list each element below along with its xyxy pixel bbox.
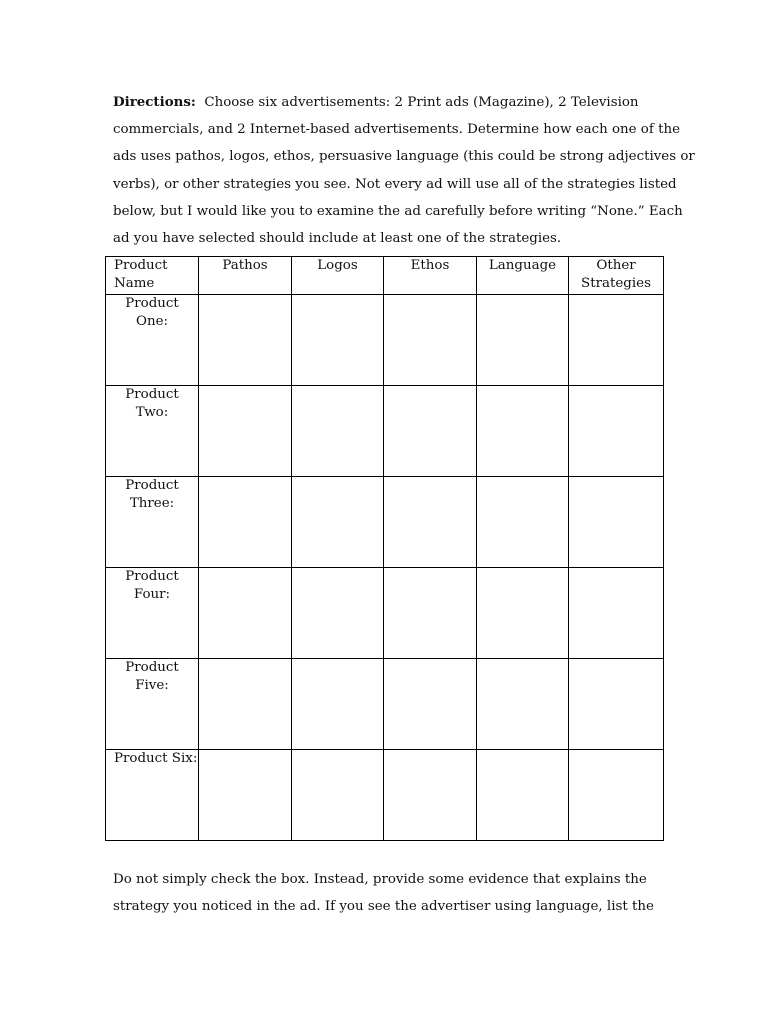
cell-other[interactable] xyxy=(569,659,664,750)
header-language xyxy=(477,257,569,295)
table-row xyxy=(106,386,664,477)
footer-paragraph xyxy=(113,866,673,920)
header-other-strategies xyxy=(569,257,664,295)
footer-line-2: strategy you noticed in the ad. If you see the advertiser using language, list the xyxy=(113,899,654,915)
row-label-line-1: Product xyxy=(125,660,179,675)
cell-language[interactable] xyxy=(477,568,569,659)
row-label-product-one xyxy=(106,295,199,386)
cell-logos[interactable] xyxy=(292,750,384,841)
row-label-line-1: Product xyxy=(125,569,179,584)
directions-paragraph xyxy=(113,89,695,252)
footer-line-1: Do not simply check the box. Instead, provide some evidence that explains the xyxy=(113,872,647,887)
directions-line-5: below, but I would like you to examine the ad carefully before writing “None.” Each xyxy=(113,203,683,219)
table-row xyxy=(106,477,664,568)
cell-ethos[interactable] xyxy=(384,295,477,386)
directions-line-6: ad you have selected should include at least one of the strategies. xyxy=(113,231,562,247)
header-pathos xyxy=(199,257,292,295)
cell-logos[interactable] xyxy=(292,477,384,568)
header-product-name-line-2: Name xyxy=(114,276,155,291)
cell-other[interactable] xyxy=(569,477,664,568)
cell-language[interactable] xyxy=(477,750,569,841)
directions-lead: Directions: xyxy=(113,94,196,110)
cell-other[interactable] xyxy=(569,568,664,659)
row-label-product-two xyxy=(106,386,199,477)
ad-analysis-table xyxy=(105,256,664,841)
cell-language[interactable] xyxy=(477,477,569,568)
cell-ethos[interactable] xyxy=(384,568,477,659)
directions-line-1 xyxy=(113,89,673,116)
cell-language[interactable] xyxy=(477,659,569,750)
header-other-line-1: Other xyxy=(596,258,636,273)
cell-pathos[interactable] xyxy=(199,386,292,477)
header-product-name-line-1: Product xyxy=(114,258,168,273)
cell-ethos[interactable] xyxy=(384,750,477,841)
cell-other[interactable] xyxy=(569,750,664,841)
cell-language[interactable] xyxy=(477,295,569,386)
header-logos xyxy=(292,257,384,295)
header-other-line-2: Strategies xyxy=(581,276,651,291)
row-label-product-five xyxy=(106,659,199,750)
row-label-product-three xyxy=(106,477,199,568)
row-label-line-2: Three: xyxy=(129,496,175,511)
cell-pathos[interactable] xyxy=(199,568,292,659)
cell-pathos[interactable] xyxy=(199,477,292,568)
row-label-line-1: Product xyxy=(125,478,179,493)
cell-pathos[interactable] xyxy=(199,659,292,750)
table-row xyxy=(106,750,664,841)
header-language-label: Language xyxy=(488,258,557,273)
row-label-line-2: Two: xyxy=(135,405,169,420)
row-label-line-2: Five: xyxy=(135,678,169,693)
table-header-row xyxy=(106,257,664,295)
directions-text-1: Choose six advertisements: 2 Print ads (Magazine), 2 Television xyxy=(204,95,639,110)
row-label-product-four xyxy=(106,568,199,659)
cell-logos[interactable] xyxy=(292,568,384,659)
cell-pathos[interactable] xyxy=(199,295,292,386)
table-row xyxy=(106,568,664,659)
row-label-line-2: One: xyxy=(135,314,169,329)
row-label-line-1: Product xyxy=(125,296,179,311)
directions-line-3: ads uses pathos, logos, ethos, persuasive language (this could be strong adjectives or xyxy=(113,149,695,165)
header-logos-label: Logos xyxy=(317,258,358,273)
cell-language[interactable] xyxy=(477,386,569,477)
table-row xyxy=(106,659,664,750)
row-label-line-1: Product Six: xyxy=(114,751,198,766)
directions-line-2: commercials, and 2 Internet-based advertisements. Determine how each one of the xyxy=(113,122,681,138)
cell-other[interactable] xyxy=(569,295,664,386)
cell-ethos[interactable] xyxy=(384,386,477,477)
cell-ethos[interactable] xyxy=(384,659,477,750)
row-label-line-1: Product xyxy=(125,387,179,402)
directions-line-4: verbs), or other strategies you see. Not every ad will use all of the strategies listed xyxy=(113,176,677,192)
cell-other[interactable] xyxy=(569,386,664,477)
header-pathos-label: Pathos xyxy=(222,258,268,273)
header-ethos-label: Ethos xyxy=(410,258,450,273)
cell-logos[interactable] xyxy=(292,295,384,386)
cell-ethos[interactable] xyxy=(384,477,477,568)
header-ethos xyxy=(384,257,477,295)
cell-logos[interactable] xyxy=(292,659,384,750)
cell-logos[interactable] xyxy=(292,386,384,477)
row-label-product-six xyxy=(106,750,199,841)
header-product-name xyxy=(106,257,199,295)
table-row xyxy=(106,295,664,386)
row-label-line-2: Four: xyxy=(133,587,171,602)
cell-pathos[interactable] xyxy=(199,750,292,841)
